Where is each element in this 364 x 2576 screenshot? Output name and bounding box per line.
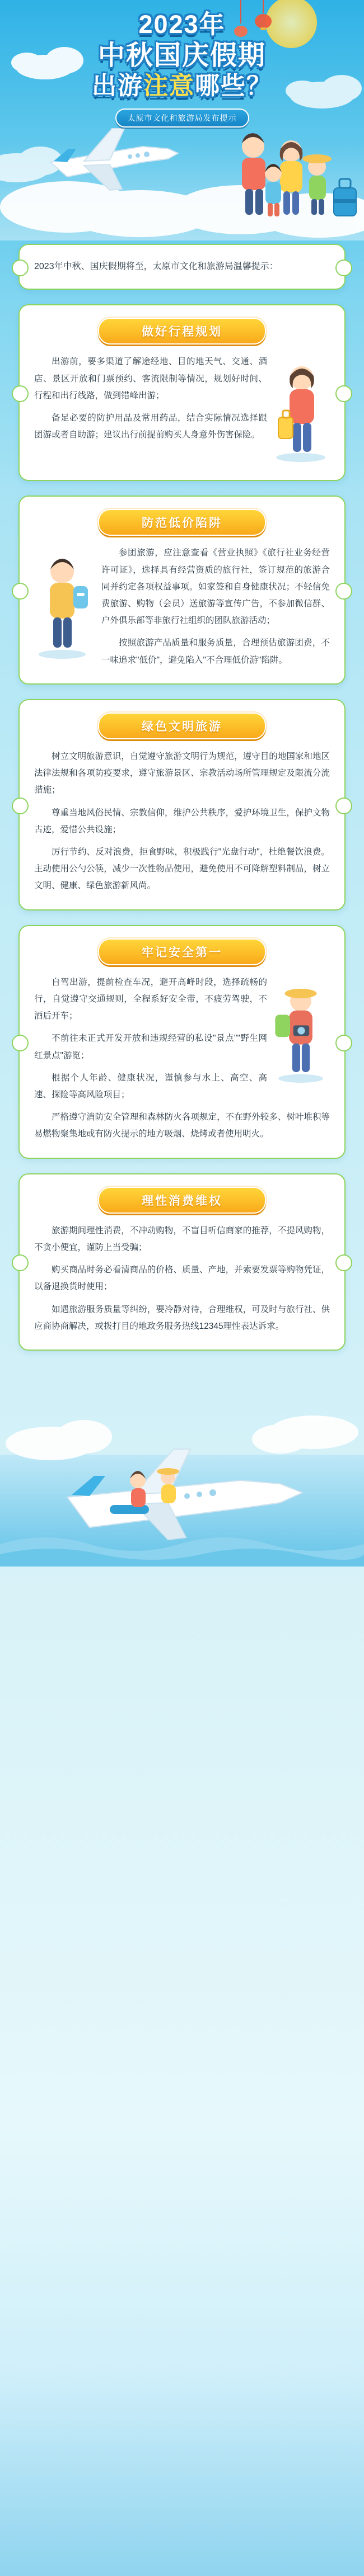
camera-icon [293, 1025, 310, 1036]
section-5-paragraph-3: 如遇旅游服务质量等纠纷，要冷静对待，合理维权，可及时与旅行社、供应商协商解决，或拨打目的地政务服务热线12345理性表达诉求。 [34, 1304, 330, 1331]
backpack-icon [73, 586, 88, 608]
section-heading-1-text: 做好行程规划 [142, 325, 222, 339]
title-line-1: 2023年 [138, 10, 226, 39]
section-4-paragraph-3: 根据个人年龄、健康状况，谨慎参与水上、高空、高速、探险等高风险项目； [34, 1073, 267, 1100]
intro-card [18, 244, 346, 290]
section-2-body [34, 545, 330, 669]
poster-footer [0, 1365, 364, 1567]
section-card-2 [18, 496, 346, 685]
luggage-icon [278, 417, 293, 438]
section-heading-4 [98, 938, 266, 965]
poster-header [0, 0, 364, 240]
section-1-paragraph-2: 备足必要的防护用品及常用药品，结合实际情况选择跟团游或者自助游；建议出行前提前购买人身意外伤害保险。 [34, 413, 267, 440]
title-block [0, 0, 364, 128]
section-card-4 [18, 925, 346, 1159]
title-line-3-part-a: 出游 [92, 72, 143, 100]
section-heading-5-text: 理性消费维权 [142, 1194, 222, 1207]
section-5-paragraph-2: 购买商品时务必看清商品的价格、质量、产地，并索要发票等购物凭证，以备退换货时使用； [34, 1265, 330, 1292]
section-heading-5 [98, 1187, 266, 1214]
section-3-body [34, 748, 330, 895]
footer-illustration [0, 1365, 364, 1567]
section-heading-3 [98, 713, 266, 739]
section-3-paragraph-2: 尊重当地风俗民情、宗教信仰，维护公共秩序，爱护环境卫生，保护文物古迹，爱惜公共设施； [34, 808, 330, 834]
section-2-paragraph-2: 按照旅游产品质量和服务质量，合理预估旅游团费，不一味追求"低价"，避免陷入"不合理低价游"陷阱。 [101, 638, 330, 665]
section-heading-2 [98, 509, 266, 536]
title-line-3 [0, 72, 364, 101]
luggage-icon [334, 179, 356, 216]
section-heading-4-text: 牢记安全第一 [142, 946, 222, 959]
intro-text: 2023年中秋、国庆假期将至，太原市文化和旅游局温馨提示： [34, 262, 278, 271]
section-1-paragraph-1: 出游前，要多渠道了解途经地、目的地天气、交通、酒店、景区开放和门票预约、客流限制等情况，规划好时间、行程和出行线路，做到错峰出游； [34, 357, 267, 400]
section-heading-2-text: 防范低价陷阱 [142, 517, 222, 530]
section-5-body [34, 1223, 330, 1335]
traveler-illustration-1 [267, 356, 334, 462]
subtitle-text: 太原市文化和旅游局发布提示 [127, 113, 237, 122]
traveler-illustration-3 [267, 976, 334, 1083]
airplane-icon [50, 129, 178, 190]
section-heading-1 [98, 318, 266, 345]
title-line-3-accent: 注意 [143, 72, 195, 100]
section-4-paragraph-2: 不前往未正式开发开放和违规经营的私设"景点""野生网红景点"游览； [34, 1034, 267, 1060]
section-4-paragraph-4: 严格遵守消防安全管理和森林防火各项规定，不在野外较多、树叶堆积等易燃物聚集地或有防火提示的地方吸烟、烧烤或者使用明火。 [34, 1112, 330, 1139]
title-line-2: 中秋国庆假期 [97, 40, 266, 70]
section-3-paragraph-1: 树立文明旅游意识，自觉遵守旅游文明行为规范，遵守目的地国家和地区法律法规和各项防疫要求，遵守旅游景区、宗教活动场所管理规定及限流分流措施； [34, 751, 330, 795]
section-1-body [34, 353, 330, 465]
section-card-1 [18, 304, 346, 481]
section-heading-3-text: 绿色文明旅游 [142, 720, 222, 733]
section-3-paragraph-3: 厉行节约、反对浪费，拒食野味，积极践行"光盘行动"，杜绝餐饮浪费。主动使用公勺公筷，减少一次性物品使用，避免使用不可降解塑料制品，树立文明、健康、绿色旅游新风尚。 [34, 847, 330, 891]
section-5-paragraph-1: 旅游期间理性消费，不冲动购物，不盲目听信商家的推荐，不提风购物，不贪小便宜，谨防上当受骗； [34, 1225, 330, 1252]
section-card-3 [18, 699, 346, 910]
section-2-paragraph-1: 参团旅游，应注意查看《营业执照》《旅行社业务经营许可证》，选择具有经营资质的旅行社，签订规范的旅游合同并约定各项权益事项。如家签和自身健康状况；不轻信免费旅游、购物（会员）送旅游等宣传广告，不参加微信群、户外俱乐部等非旅行社组织的团队旅游活动； [101, 548, 330, 626]
subtitle-banner [115, 108, 249, 128]
traveler-illustration-2 [30, 547, 96, 659]
backpack-icon [275, 1015, 290, 1037]
title-line-3-part-c: 哪些？ [195, 72, 272, 100]
section-4-body [34, 974, 330, 1143]
section-card-5 [18, 1173, 346, 1351]
section-4-paragraph-1: 自驾出游，提前检查车况，避开高峰时段，选择疏畅的行，自觉遵守交通规则，全程系好安全带，不疲劳驾驶，不酒后开车； [34, 977, 267, 1021]
